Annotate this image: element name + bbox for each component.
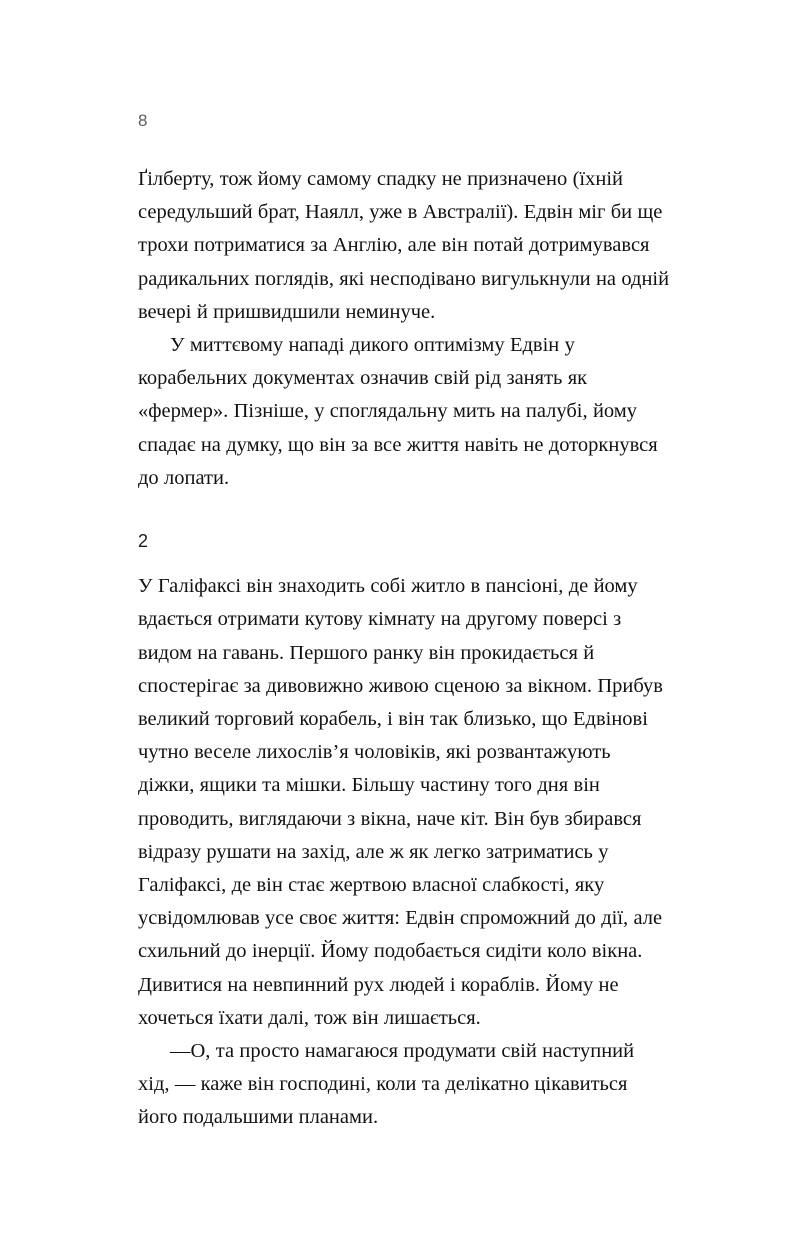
section-gap-top <box>138 495 670 525</box>
page-number: 8 <box>138 111 148 130</box>
text-column <box>138 163 670 1135</box>
section-number: 2 <box>138 531 149 552</box>
paragraph-body: У Галіфаксі він знаходить собі житло в пансіоні, де йому вдається отримати кутову кімнату на другому поверсі з видом на гавань. Першого ранку він прокидається й спостерігає за дивовижно живою сценою за вікном. Прибув великий торговий корабель, і він так близько, що Едвінові чутно веселе лихослів’я чоловіків, які розвантажують діжки, ящики та мішки. Більшу частину того дня він проводить, виглядаючи з вікна, наче кіт. Він був збирався відразу рушати на захід, але ж як легко затриматись у Галіфаксі, де він стає жертвою власної слабкості, яку усвідомлював усе своє життя: Едвін спроможний до дії, але схильний до інерції. Йому подобається сидіти коло вікна. Дивитися на невпинний рух людей і кораблів. Йому не хочеться їхати далі, тож він лишається. <box>138 575 663 1029</box>
paragraph-continued: Ґілберту, тож йому самому спадку не призначено (їхній середульший брат, Наялл, уже в Австралії). Едвін міг би ще трохи потриматися за Англію, але він потай дотримувався радикальних поглядів, які несподівано вигулькнули на одній вечері й пришвидшили неминуче. <box>138 168 670 323</box>
paragraph-dialogue: —О, та просто намагаюся продумати свій наступний хід, — каже він господині, коли та делікатно цікавиться його подальшими планами. <box>138 1040 635 1129</box>
paragraph-body: У миттєвому нападі дикого оптимізму Едвін у корабельних документах означив свій рід занять як «фермер». Пізніше, у споглядальну мить на палубі, йому спадає на думку, що він за все життя навіть не доторкнувся до лопати. <box>138 334 658 489</box>
section-gap-bottom <box>138 558 670 570</box>
